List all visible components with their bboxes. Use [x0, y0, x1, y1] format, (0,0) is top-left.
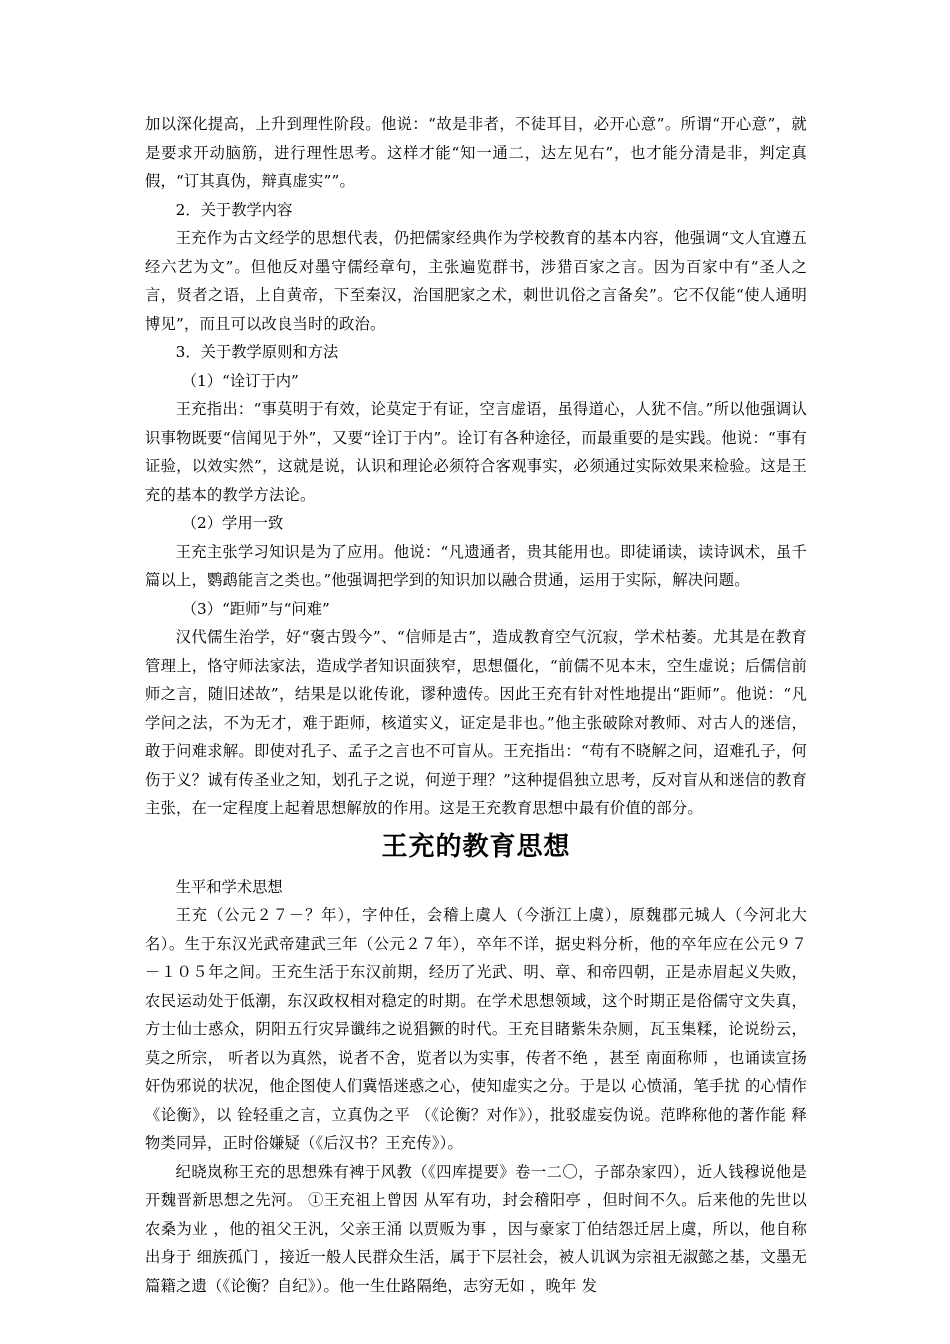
document-title: 王充的教育思想	[381, 831, 571, 862]
paragraph-jushi-wennan: 汉代儒生治学，好“褒古毁今”、“信师是古”，造成教育空气沉寂，学术枯萎。尤其是在教育管理上，恪守师法家法，造成学者知识面狭窄，思想僵化，“前儒不见本末，空生虚说；后儒信前师之言，随旧述故”，结果是以讹传讹，谬种遗传。因此王充有针对性地提出“距师”。他说：“凡学问之法，不为无才，难于距师，核道实义，证定是非也。”他主张破除对教师、对古人的迷信，敢于问难求解。即使对孔子、孟子之言也不可盲从。王充指出：“苟有不晓解之问，迢难孔子，何伤于义？诚有传圣业之知，划孔子之说，何逆于理？”这种提倡独立思考，反对盲从和迷信的教育主张，在一定程度上起着思想解放的作用。这是王充教育思想中最有价值的部分。	[145, 628, 807, 817]
intro-paragraph: 加以深化提高，上升到理性阶段。他说：“故是非者，不徒耳目，必开心意”。所谓“开心意”，就是要求开动脑筋，进行理性思考。这样才能“知一通二，达左见右”，也才能分清是非，判定真假，“订其真伪，辩真虚实””。	[145, 115, 807, 190]
subheading-quanding: （1）“诠订于内”	[181, 371, 299, 390]
paragraph-evaluation: 纪晓岚称王充的思想殊有裨于风教（《四库提要》卷一二〇，子部杂家四），近人钱穆说他是开魏晋新思想之先河。 ①王充祖上曾因 从军有功，封会稽阳亭 ，但时间不久。后来他的先世以农桑为业 ，他的祖父王汎，父亲王涌 以贾贩为事 ，因与豪家丁伯结怨迁居上虞，所以，他自称出身于 细族孤门 ，接近一般人民群众生活，属于下层社会，被人讥讽为宗祖无淑懿之基，文墨无篇籍之遗（《论衡？自纪》）。他一生仕路隔绝，志穷无如 ，晚年 发	[145, 1162, 807, 1295]
subheading-learning-use: （2）学用一致	[181, 514, 284, 532]
heading-teaching-principles: 3．关于教学原则和方法	[175, 343, 339, 361]
document-page	[145, 110, 807, 1300]
subheading-jushi-wennan: （3）“距师”与“问难”	[181, 599, 330, 618]
paragraph-quanding: 王充指出：“事莫明于有效，论莫定于有证，空言虚语，虽得道心，人犹不信。”所以他强调认识事物既要“信闻见于外”，又要“诠订于内”。诠订有各种途径，而最重要的是实践。他说：“事有证验，以效实然”，这就是说，认识和理论必须符合客观事实，必须通过实际效果来检验。这是王充的基本的教学方法论。	[145, 400, 807, 504]
paragraph-life: 王充（公元２７－？年），字仲任，会稽上虞人（今浙江上虞），原魏郡元城人（今河北大名）。生于东汉光武帝建武三年（公元２７年），卒年不详，据史料分析，他的卒年应在公元９７－１０５年之间。王充生活于东汉前期，经历了光武、明、章、和帝四朝，正是赤眉起义失败，农民运动处于低潮，东汉政权相对稳定的时期。在学术思想领域，这个时期正是俗儒守文失真，方士仙士惑众，阴阳五行灾异谶纬之说猖獗的时代。王充目睹紫朱杂厕，瓦玉集糅，论说纷云，莫之所宗， 听者以为真然，说者不舍，览者以为实事，传者不绝 ，甚至 南面称师 ，也诵读宣扬奸伪邪说的状况，他企图使人们冀悟迷惑之心，使知虚实之分。于是以 心愤涌，笔手扰 的心情作《论衡》，以 铨轻重之言，立真伪之平 （《论衡？对作》），批驳虚妄伪说。范晔称他的著作能 释物类同异，正时俗嫌疑（《后汉书？王充传》）。	[145, 906, 807, 1152]
paragraph-teaching-content: 王充作为古文经学的思想代表，仍把儒家经典作为学校教育的基本内容，他强调“文人宜遵五经六艺为文”。但他反对墨守儒经章句，主张遍览群书，涉猎百家之言。因为百家中有“圣人之言，贤者之语，上自黄帝，下至秦汉，治国肥家之术，刺世讥俗之言备矣”。它不仅能“使人通明博见”，而且可以改良当时的政治。	[145, 229, 807, 333]
paragraph-learning-use: 王充主张学习知识是为了应用。他说：“凡遗通者，贵其能用也。即徒诵读，读诗讽术，虽千篇以上，鹦鹉能言之类也。”他强调把学到的知识加以融合贯通，运用于实际，解决问题。	[145, 542, 807, 589]
heading-teaching-content: 2．关于教学内容	[175, 200, 293, 219]
heading-life-thought: 生平和学术思想	[175, 877, 283, 896]
